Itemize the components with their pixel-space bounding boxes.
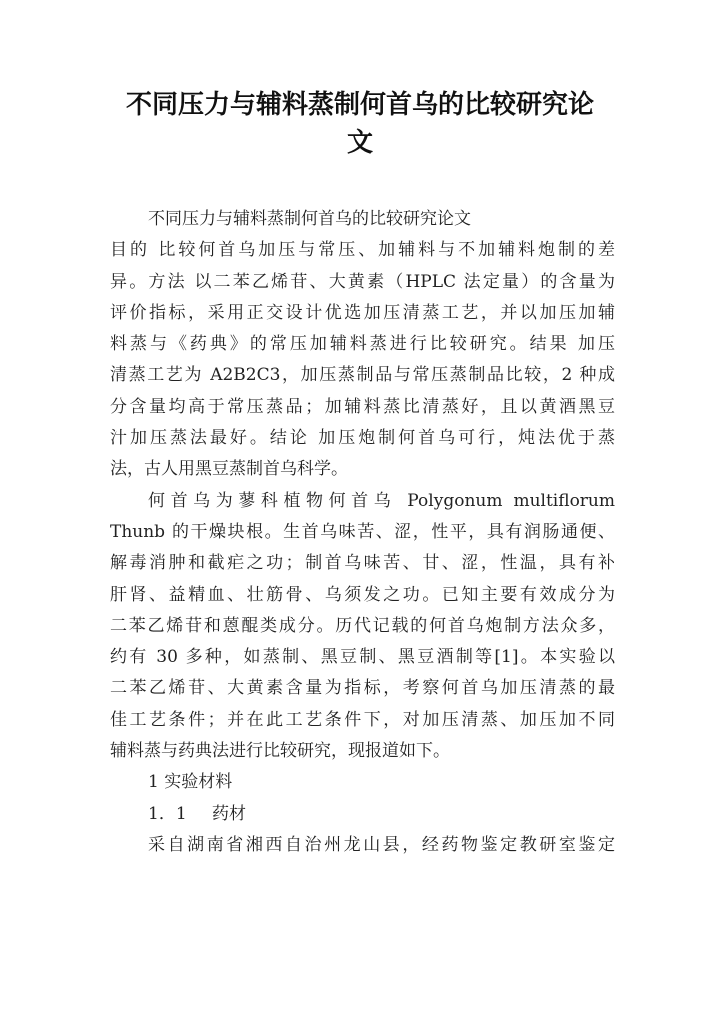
paragraph-line: 目的 比较何首乌加压与常压、加辅料与不加辅料炮制的差 [110, 240, 615, 261]
paragraph-line: 异。方法 以二苯乙烯苷、大黄素（HPLC 法定量）的含量为 [110, 271, 615, 292]
paragraph-line: 二苯乙烯苷和蒽醌类成分。历代记载的何首乌炮制方法众多， [110, 615, 615, 636]
abstract-heading: 不同压力与辅料蒸制何首乌的比较研究论文 [148, 209, 471, 229]
paragraph-line: 二苯乙烯苷、大黄素含量为指标，考察何首乌加压清蒸的最 [110, 678, 615, 699]
document-title [100, 86, 620, 162]
paragraph-line: Thunb 的干燥块根。生首乌味苦、涩，性平，具有润肠通便、 [110, 521, 615, 542]
paragraph-line: 汁加压蒸法最好。结论 加压炮制何首乌可行，炖法优于蒸 [110, 428, 615, 449]
title-line-1: 不同压力与辅料蒸制何首乌的比较研究论 [125, 90, 594, 120]
paragraph-line: 分含量均高于常压蒸品；加辅料蒸比清蒸好，且以黄酒黑豆 [110, 396, 615, 417]
subsection-heading [110, 799, 615, 830]
subsection-number: 1．1 [148, 803, 187, 824]
paragraph-line: 法，古人用黑豆蒸制首乌科学。 [110, 459, 348, 480]
paragraph-line: 辅料蒸与药典法进行比较研究，现报道如下。 [110, 741, 450, 762]
paragraph-line: 清蒸工艺为 A2B2C3，加压蒸制品与常压蒸制品比较，2 种成 [110, 365, 615, 386]
paragraph-line: 解毒消肿和截疟之功；制首乌味苦、甘、涩，性温，具有补 [110, 553, 615, 574]
paragraph-line: 料蒸与《药典》的常压加辅料蒸进行比较研究。结果 加压 [110, 334, 615, 355]
document-body [110, 204, 615, 861]
paragraph-line: 评价指标，采用正交设计优选加压清蒸工艺，并以加压加辅 [110, 302, 615, 323]
paragraph-line: 肝肾、益精血、壮筋骨、乌须发之功。已知主要有效成分为 [110, 584, 615, 605]
subsection-title: 药材 [212, 803, 246, 824]
paragraph-line: 何首乌为蓼科植物何首乌 Polygonum multiflorum [148, 490, 615, 511]
section-heading: 1 实验材料 [148, 772, 233, 793]
title-line-2: 文 [346, 128, 373, 158]
paragraph-line: 采自湖南省湘西自治州龙山县，经药物鉴定教研室鉴定 [148, 834, 615, 855]
paragraph-line: 约有 30 多种，如蒸制、黑豆制、黑豆酒制等[1]。本实验以 [110, 647, 615, 668]
paragraph-line: 佳工艺条件；并在此工艺条件下，对加压清蒸、加压加不同 [110, 709, 615, 730]
